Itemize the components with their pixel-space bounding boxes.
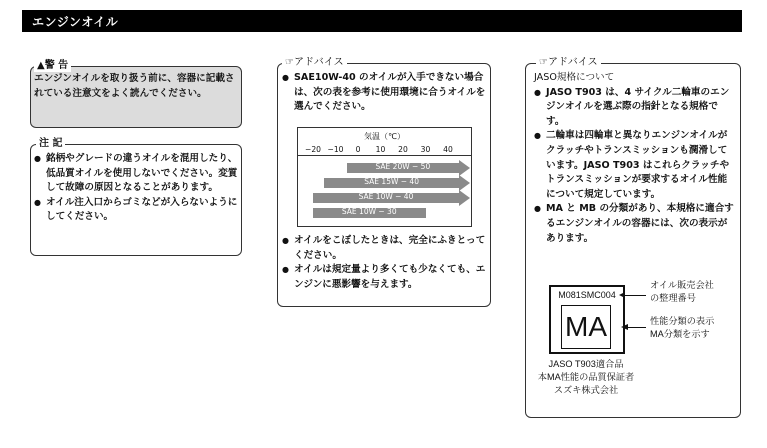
series-label: SAE 10W − 30 bbox=[341, 207, 397, 216]
advice1-intro bbox=[282, 71, 487, 115]
advice-legend-1: ☞アドバイス bbox=[282, 57, 347, 69]
advice-hand-icon: ☞ bbox=[285, 57, 294, 68]
warning-triangle-icon: ▲ bbox=[37, 60, 45, 71]
callout-arrowhead-2 bbox=[621, 324, 628, 330]
jaso-label bbox=[549, 285, 625, 354]
advice-hand-icon: ☞ bbox=[539, 57, 548, 68]
range-bar bbox=[313, 191, 470, 205]
tick-label: −10 bbox=[327, 145, 344, 154]
label-caption: JASO T903適合品 本MA性能の品質保証者 スズキ株式会社 bbox=[537, 359, 635, 395]
oil-viscosity-chart bbox=[297, 127, 472, 227]
label-code: M081SMC004 bbox=[558, 290, 616, 300]
list-item: ● オイルは規定量より多くても少なくても、エンジンに悪影響を与えます。 bbox=[282, 263, 487, 292]
callout-text-2: 性能分類の表示 MA分類を示す bbox=[650, 316, 715, 339]
section-header bbox=[22, 10, 742, 32]
advice2-text bbox=[534, 71, 736, 246]
list-item: ● MA と MB の分類があり、本規格に適合するエンジンオイルの容器には、次の表示があります。 bbox=[534, 202, 736, 246]
chart-rule bbox=[298, 155, 471, 156]
section-title: エンジンオイル bbox=[32, 15, 119, 29]
tick-label: −20 bbox=[304, 145, 322, 154]
tick-label: 0 bbox=[355, 145, 361, 154]
tick-label: 40 bbox=[443, 145, 453, 154]
callout-arrow-2 bbox=[628, 327, 646, 328]
list-item: ● 銘柄やグレードの違うオイルを混用したり、低品質オイルを使用しないでください。変質して故障の原因となることがあります。 bbox=[34, 152, 239, 196]
advice1-list bbox=[282, 234, 487, 292]
range-bar bbox=[324, 176, 470, 190]
series-label: SAE 15W − 40 bbox=[364, 177, 419, 186]
series-label: SAE 20W − 50 bbox=[375, 162, 431, 171]
note-legend: 注 記 bbox=[36, 138, 65, 150]
list-item: ● SAE10W-40 のオイルが入手できない場合は、次の表を参考に使用環境に合うオイルを選んでください。 bbox=[282, 71, 487, 115]
callout-arrow-1 bbox=[622, 295, 646, 296]
warning-text: エンジンオイルを取り扱う前に、容器に記載されている注意文をよく読んでください。 bbox=[34, 73, 235, 99]
ma-box bbox=[561, 305, 611, 349]
list-item: ● JASO T903 は、4 サイクル二輪車のエンジンオイルを選ぶ際の指針となる規格です。 bbox=[534, 86, 736, 130]
ma-text: MA bbox=[565, 311, 607, 342]
tick-label: 30 bbox=[420, 145, 431, 154]
list-item: ● オイルをこぼしたときは、完全にふきとってください。 bbox=[282, 234, 487, 263]
warning-legend: ▲警 告 bbox=[34, 60, 71, 72]
list-item: ● 二輪車は四輪車と異なりエンジンオイルがクラッチやトランスミッションも潤滑しています。JASO T903 はこれらクラッチやトランスミッションが要求するオイル性能について規定しています。 bbox=[534, 129, 736, 202]
callout-text-1: オイル販売会社 の整理番号 bbox=[650, 280, 714, 303]
list-item: ● オイル注入口からゴミなどが入らないようにしてください。 bbox=[34, 196, 239, 225]
tick-label: 10 bbox=[375, 145, 386, 154]
note-text bbox=[34, 152, 239, 225]
tick-label: 20 bbox=[398, 145, 408, 154]
advice-legend-2: ☞アドバイス bbox=[536, 57, 601, 69]
callout-arrowhead-1 bbox=[619, 292, 625, 298]
range-bar bbox=[313, 206, 426, 220]
chart-title: 気温（℃） bbox=[364, 132, 405, 141]
range-bar bbox=[347, 161, 470, 175]
series-label: SAE 10W − 40 bbox=[358, 192, 414, 201]
advice2-heading: JASO規格について bbox=[534, 72, 615, 83]
